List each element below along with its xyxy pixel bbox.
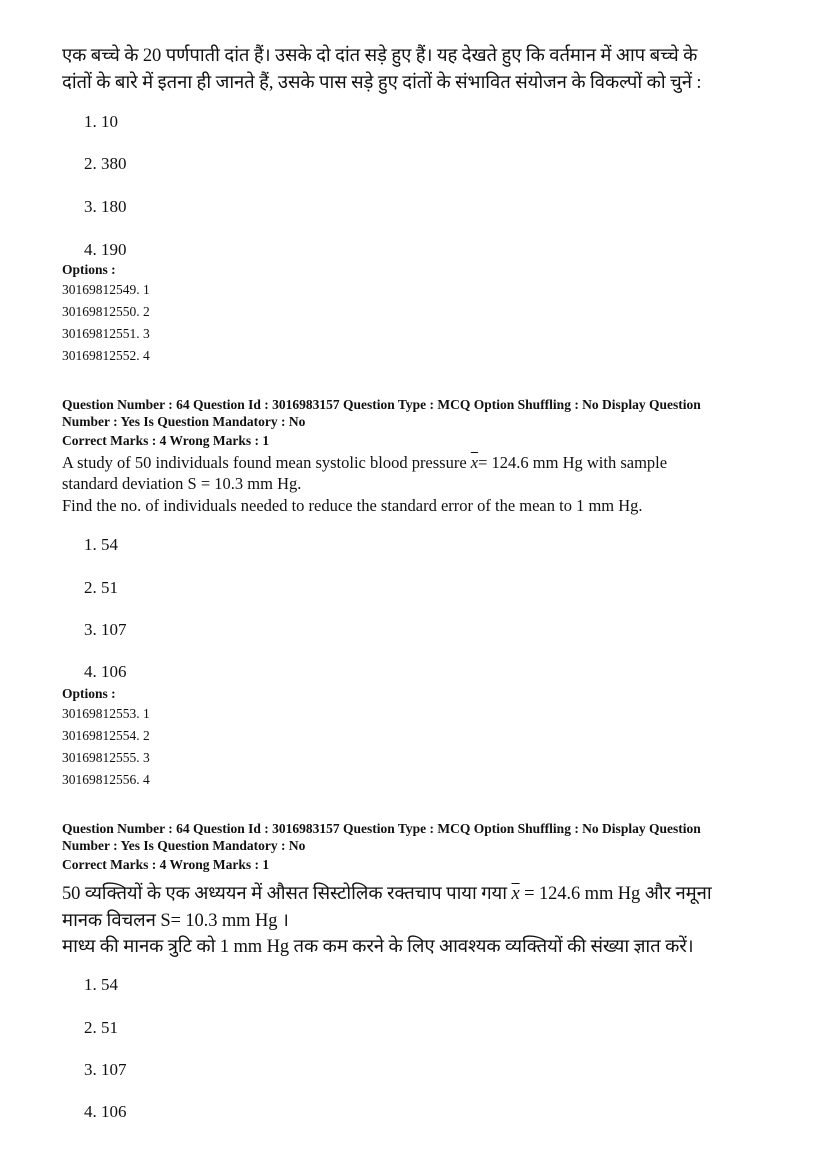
question-meta: Question Number : 64 Question Id : 3016983157 Question Type : MCQ Option Shuffling : No Display Question (62, 821, 701, 836)
answer-choice: 3. 180 (84, 197, 127, 216)
question-meta: Number : Yes Is Question Mandatory : No (62, 414, 306, 429)
question-text-line: standard deviation S = 10.3 mm Hg. (62, 474, 302, 493)
answer-choice: 2. 51 (84, 1018, 118, 1037)
option-id: 30169812556. 4 (62, 772, 150, 787)
question-text-line: Find the no. of individuals needed to reduce the standard error of the mean to 1 mm Hg. (62, 496, 643, 515)
question-text-line: मानक विचलन S= 10.3 mm Hg । (62, 911, 289, 931)
options-label: Options : (62, 686, 116, 701)
question-text-line (62, 880, 712, 905)
question-meta: Question Number : 64 Question Id : 3016983157 Question Type : MCQ Option Shuffling : No Display Question (62, 397, 701, 412)
question-text-part: 50 व्यक्तियों के एक अध्ययन में औसत सिस्टोलिक रक्तचाप पाया गया (62, 884, 512, 904)
mean-symbol: $\overline{x}$ (470, 453, 479, 472)
option-id: 30169812555. 3 (62, 750, 150, 765)
question-marks: Correct Marks : 4 Wrong Marks : 1 (62, 857, 270, 872)
answer-choice: 1. 10 (84, 112, 118, 131)
option-id: 30169812549. 1 (62, 282, 150, 297)
answer-choice: 1. 54 (84, 535, 118, 554)
answer-choice: 3. 107 (84, 1060, 127, 1079)
question-text-line: दांतों के बारे में इतना ही जानते हैं, उसके पास सड़े हुए दांतों के संभावित संयोजन के विकल्पों को चुनें : (62, 73, 702, 93)
question-text-part: = 124.6 mm Hg with sample (478, 453, 668, 472)
option-id: 30169812552. 4 (62, 348, 150, 363)
question-text-part: A study of 50 individuals found mean systolic blood pressure (62, 453, 471, 472)
answer-choice: 4. 190 (84, 240, 127, 259)
option-id: 30169812551. 3 (62, 326, 150, 341)
answer-choice: 1. 54 (84, 975, 118, 994)
question-text-line: एक बच्चे के 20 पर्णपाती दांत हैं। उसके दो दांत सड़े हुए हैं। यह देखते हुए कि वर्तमान में आप बच्चे के (62, 46, 698, 66)
mean-symbol: $\overline{x}$ (511, 884, 520, 904)
answer-choice: 4. 106 (84, 1102, 127, 1121)
question-text-line (62, 453, 667, 473)
question-marks: Correct Marks : 4 Wrong Marks : 1 (62, 433, 270, 448)
answer-choice: 3. 107 (84, 620, 127, 639)
option-id: 30169812550. 2 (62, 304, 150, 319)
question-text-part: = 124.6 mm Hg और नमूना (519, 884, 712, 904)
options-label: Options : (62, 262, 116, 277)
question-meta: Number : Yes Is Question Mandatory : No (62, 838, 306, 853)
question-text-line: माध्य की मानक त्रुटि को 1 mm Hg तक कम करने के लिए आवश्यक व्यक्तियों की संख्या ज्ञात करें। (62, 937, 694, 957)
answer-choice: 2. 380 (84, 154, 127, 173)
answer-choice: 2. 51 (84, 578, 118, 597)
answer-choice: 4. 106 (84, 662, 127, 681)
option-id: 30169812553. 1 (62, 706, 150, 721)
option-id: 30169812554. 2 (62, 728, 150, 743)
